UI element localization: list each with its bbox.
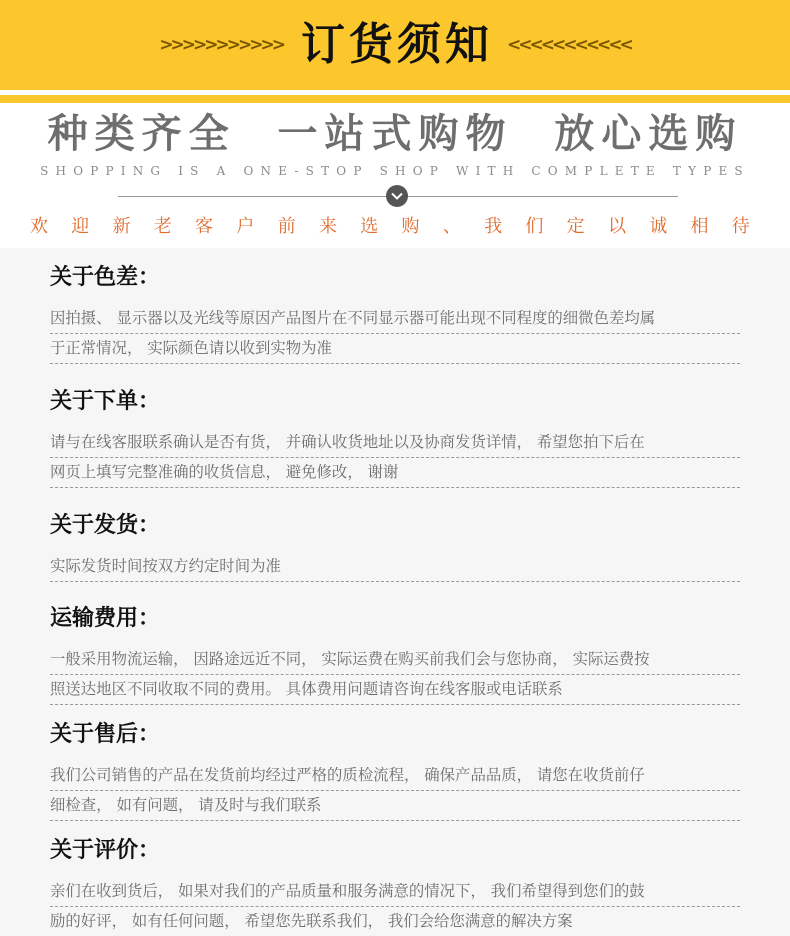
section-text-line: 照送达地区不同收取不同的费用。 具体费用问题请咨询在线客服或电话联系	[50, 675, 740, 705]
section-text-line: 亲们在收到货后， 如果对我们的产品质量和服务满意的情况下， 我们希望得到您们的鼓	[50, 877, 740, 907]
section-after-sales	[50, 722, 740, 821]
welcome-char: 相	[690, 216, 709, 237]
welcome-char: 户	[236, 216, 255, 237]
section-text-line: 请与在线客服联系确认是否有货， 并确认收货地址以及协商发货详情， 希望您拍下后在	[50, 428, 740, 458]
section-color-difference	[50, 265, 740, 364]
welcome-char: 、	[442, 216, 461, 237]
section-text-line: 实际发货时间按双方约定时间为准	[50, 552, 740, 582]
welcome-char: 诚	[649, 216, 668, 237]
welcome-char: 们	[525, 216, 544, 237]
welcome-line	[30, 212, 750, 238]
section-title: 关于色差：	[50, 265, 161, 290]
section-shipping	[50, 513, 740, 582]
welcome-char: 来	[318, 216, 337, 237]
section-freight	[50, 606, 740, 705]
section-text-line: 网页上填写完整准确的收货信息， 避免修改， 谢谢	[50, 458, 740, 488]
chevrons-right-decoration: >>>>>>>>>>>	[159, 34, 283, 55]
section-title: 关于发货：	[50, 513, 161, 538]
section-text-line: 励的好评， 如有任何问题， 希望您先联系我们， 我们会给您满意的解决方案	[50, 907, 740, 936]
chevrons-left-decoration: <<<<<<<<<<<	[507, 34, 631, 55]
section-text-line: 我们公司销售的产品在发货前均经过严格的质检流程， 确保产品品质， 请您在收货前仔	[50, 761, 740, 791]
section-text-line: 一般采用物流运输， 因路途远近不同， 实际运费在购买前我们会与您协商， 实际运费按	[50, 645, 740, 675]
section-title: 关于下单：	[50, 389, 161, 414]
content-area	[0, 248, 790, 936]
section-text-line: 细检查， 如有问题， 请及时与我们联系	[50, 791, 740, 821]
welcome-char: 选	[360, 216, 379, 237]
banner-stripe	[0, 95, 790, 103]
chevron-down-icon	[386, 185, 408, 207]
section-title: 关于售后：	[50, 722, 161, 747]
welcome-char: 欢	[30, 216, 48, 237]
welcome-char: 定	[566, 216, 585, 237]
welcome-char: 迎	[71, 216, 90, 237]
page-title: 订货须知	[301, 19, 493, 70]
header-title-row	[0, 14, 790, 76]
welcome-char: 前	[277, 216, 296, 237]
section-text-line: 于正常情况， 实际颜色请以收到实物为准	[50, 334, 740, 364]
slogan-cn: 种类齐全 一站式购物 放心选购	[47, 111, 743, 157]
welcome-char: 新	[112, 216, 131, 237]
section-ordering	[50, 389, 740, 488]
section-title: 关于评价：	[50, 838, 161, 863]
section-reviews	[50, 838, 740, 936]
welcome-char: 待	[731, 216, 750, 237]
welcome-char: 购	[401, 216, 420, 237]
section-title: 运输费用：	[50, 606, 161, 631]
welcome-char: 老	[153, 216, 172, 237]
slogan-en: SHOPPING IS A ONE-STOP SHOP WITH COMPLETE TYPES	[40, 164, 750, 178]
welcome-char: 以	[607, 216, 626, 237]
section-text-line: 因拍摄、 显示器以及光线等原因产品图片在不同显示器可能出现不同程度的细微色差均属	[50, 304, 740, 334]
welcome-char: 我	[484, 216, 503, 237]
welcome-char: 客	[195, 216, 214, 237]
